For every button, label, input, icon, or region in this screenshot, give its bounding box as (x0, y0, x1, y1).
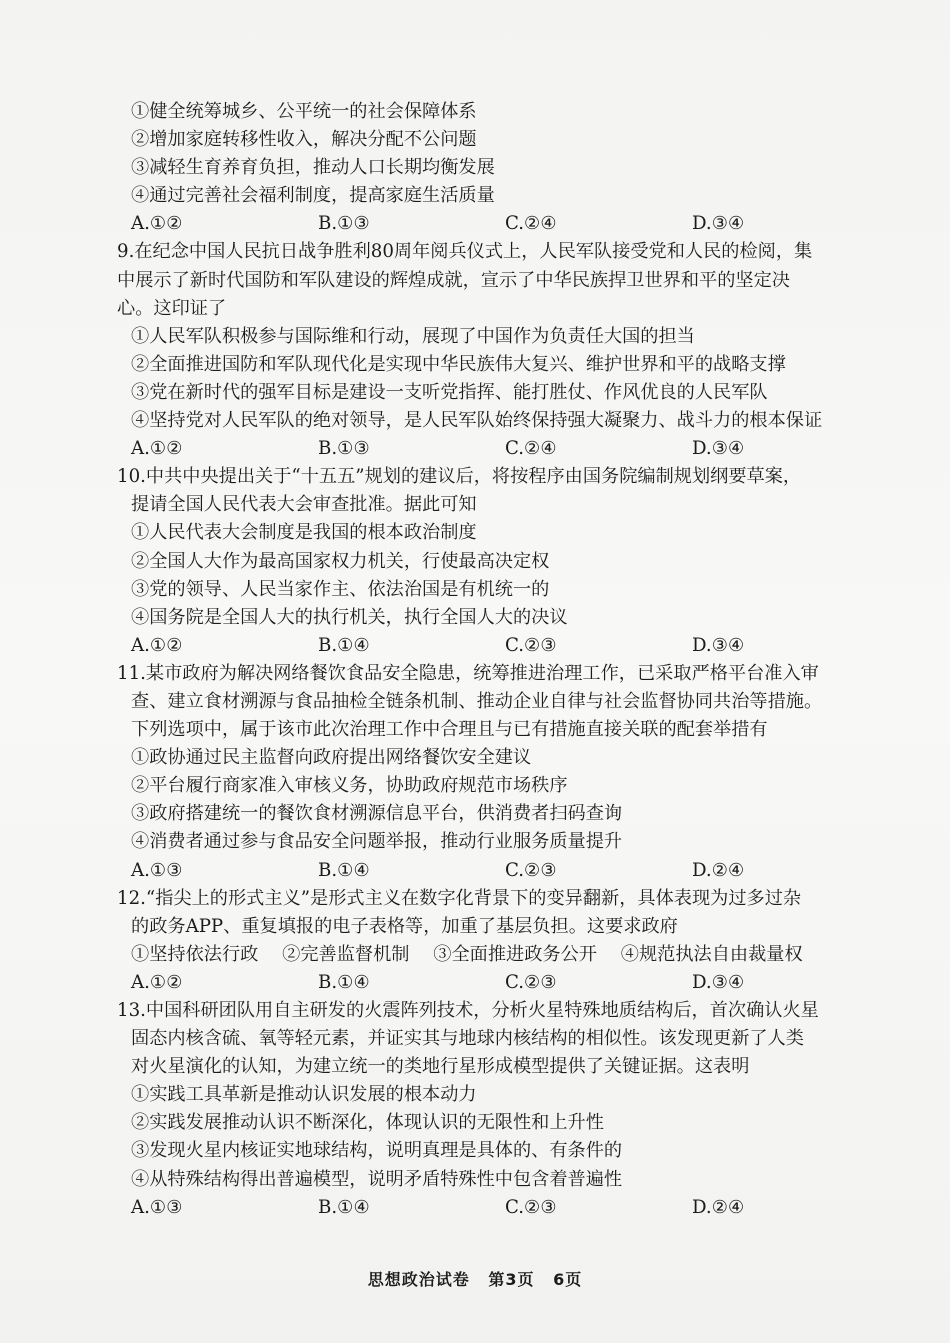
option-line: ①政协通过民主监督向政府提出网络餐饮安全建议 (131, 747, 532, 769)
choice-c: C.②④ (505, 438, 557, 460)
choice-d: D.③④ (692, 634, 745, 656)
option-line: ④通过完善社会福利制度，提高家庭生活质量 (131, 185, 495, 207)
choice-a: A.①② (131, 438, 183, 460)
question-12 (117, 885, 857, 997)
option-line: ②增加家庭转移性收入，解决分配不公问题 (131, 129, 477, 151)
option-line: ③发现火星内核证实地球结构，说明真理是具体的、有条件的 (131, 1140, 623, 1162)
question-stem-line: 固态内核含硫、氧等轻元素，并证实其与地球内核结构的相似性。该发现更新了人类 (131, 1028, 804, 1050)
choice-a: A.①② (131, 213, 183, 235)
choice-a: A.①③ (131, 859, 183, 881)
option-line: ②全国人大作为最高国家权力机关，行使最高决定权 (131, 550, 550, 572)
option-item: ①坚持依法行政 (131, 943, 259, 965)
question-stem-line: 的政务APP、重复填报的电子表格等，加重了基层负担。这要求政府 (131, 915, 678, 937)
option-item: ④规范执法自由裁量权 (620, 943, 803, 965)
choice-b: B.①④ (318, 971, 370, 993)
choice-a: A.①③ (131, 1196, 183, 1218)
option-line: ②实践发展推动认识不断深化，体现认识的无限性和上升性 (131, 1112, 604, 1134)
option-line: ②平台履行商家准入审核义务，协助政府规范市场秩序 (131, 775, 568, 797)
footer-page-number: 第3页 (488, 1270, 535, 1289)
page-footer (0, 1267, 950, 1290)
choice-b: B.①④ (318, 1196, 370, 1218)
inline-options (117, 941, 857, 969)
option-item: ③全面推进政务公开 (433, 943, 597, 965)
choice-d: D.③④ (692, 438, 745, 460)
choice-d: D.③④ (692, 213, 745, 235)
choice-c: C.②③ (505, 634, 557, 656)
choice-b: B.①③ (318, 438, 370, 460)
choice-b: B.①④ (318, 859, 370, 881)
answer-choices (117, 1194, 857, 1222)
question-stem-line: 查、建立食材溯源与食品抽检全链条机制、推动企业自律与社会监督协同共治等措施。 (131, 690, 823, 712)
question-13 (117, 997, 857, 1222)
option-line: ①人民代表大会制度是我国的根本政治制度 (131, 522, 477, 544)
option-line: ③政府搭建统一的餐饮食材溯源信息平台，供消费者扫码查询 (131, 803, 623, 825)
question-stem-line: 11.某市政府为解决网络餐饮食品安全隐患，统筹推进治理工作，已采取严格平台准入审 (117, 662, 819, 684)
choice-a: A.①② (131, 971, 183, 993)
choice-c: C.②③ (505, 859, 557, 881)
option-line: ④消费者通过参与食品安全问题举报，推动行业服务质量提升 (131, 831, 623, 853)
option-line: ④国务院是全国人大的执行机关，执行全国人大的决议 (131, 606, 568, 628)
option-line: ①人民军队积极参与国际维和行动，展现了中国作为负责任大国的担当 (131, 325, 695, 347)
question-11 (117, 660, 857, 885)
choice-d: D.②④ (692, 859, 745, 881)
option-line: ③减轻生育养育负担，推动人口长期均衡发展 (131, 157, 495, 179)
question-stem-line: 对火星演化的认知，为建立统一的类地行星形成模型提供了关键证据。这表明 (131, 1056, 750, 1078)
footer-title: 思想政治试卷 (367, 1270, 470, 1289)
answer-choices (117, 632, 857, 660)
option-item: ②完善监督机制 (282, 943, 410, 965)
choice-a: A.①② (131, 634, 183, 656)
choice-c: C.②④ (505, 213, 557, 235)
choice-c: C.②③ (505, 971, 557, 993)
choice-c: C.②③ (505, 1196, 557, 1218)
question-stem-line: 提请全国人民代表大会审查批准。据此可知 (131, 494, 477, 516)
choice-d: D.②④ (692, 1196, 745, 1218)
question-stem-line: 下列选项中，属于该市此次治理工作中合理且与已有措施直接关联的配套举措有 (131, 719, 768, 741)
question-8-tail (117, 98, 857, 238)
option-line: ①健全统筹城乡、公平统一的社会保障体系 (131, 101, 477, 122)
question-stem-line: 中展示了新时代国防和军队建设的辉煌成就，宣示了中华民族捍卫世界和平的坚定决 (117, 269, 790, 291)
option-line: ④从特殊结构得出普遍模型，说明矛盾特殊性中包含着普遍性 (131, 1168, 623, 1190)
question-9 (117, 238, 857, 463)
answer-choices (117, 435, 857, 463)
answer-choices (117, 969, 857, 997)
question-stem-line: 13.中国科研团队用自主研发的火震阵列技术，分析火星特殊地质结构后，首次确认火星 (117, 1000, 819, 1021)
option-line: ①实践工具革新是推动认识发展的根本动力 (131, 1084, 477, 1106)
question-stem-line: 12.“指尖上的形式主义”是形式主义在数字化背景下的变异翻新，具体表现为过多过杂 (117, 887, 802, 909)
option-line: ②全面推进国防和军队现代化是实现中华民族伟大复兴、维护世界和平的战略支撑 (131, 353, 786, 375)
question-stem-line: 10.中共中央提出关于“十五五”规划的建议后，将按程序由国务院编制规划纲要草案， (117, 466, 802, 488)
option-line: ③党的领导、人民当家作主、依法治国是有机统一的 (131, 578, 550, 600)
footer-total-pages: 6页 (553, 1270, 583, 1289)
option-line: ④坚持党对人民军队的绝对领导，是人民军队始终保持强大凝聚力、战斗力的根本保证 (131, 410, 823, 432)
choice-b: B.①④ (318, 634, 370, 656)
question-stem-line: 9.在纪念中国人民抗日战争胜利80周年阅兵仪式上，人民军队接受党和人民的检阅，集 (117, 241, 813, 263)
choice-d: D.③④ (692, 971, 745, 993)
answer-choices (117, 210, 857, 238)
choice-b: B.①③ (318, 213, 370, 235)
answer-choices (117, 857, 857, 885)
option-line: ③党在新时代的强军目标是建设一支听党指挥、能打胜仗、作风优良的人民军队 (131, 381, 768, 403)
question-10 (117, 463, 857, 660)
exam-content (117, 98, 857, 1222)
question-stem-line: 心。这印证了 (117, 297, 227, 319)
